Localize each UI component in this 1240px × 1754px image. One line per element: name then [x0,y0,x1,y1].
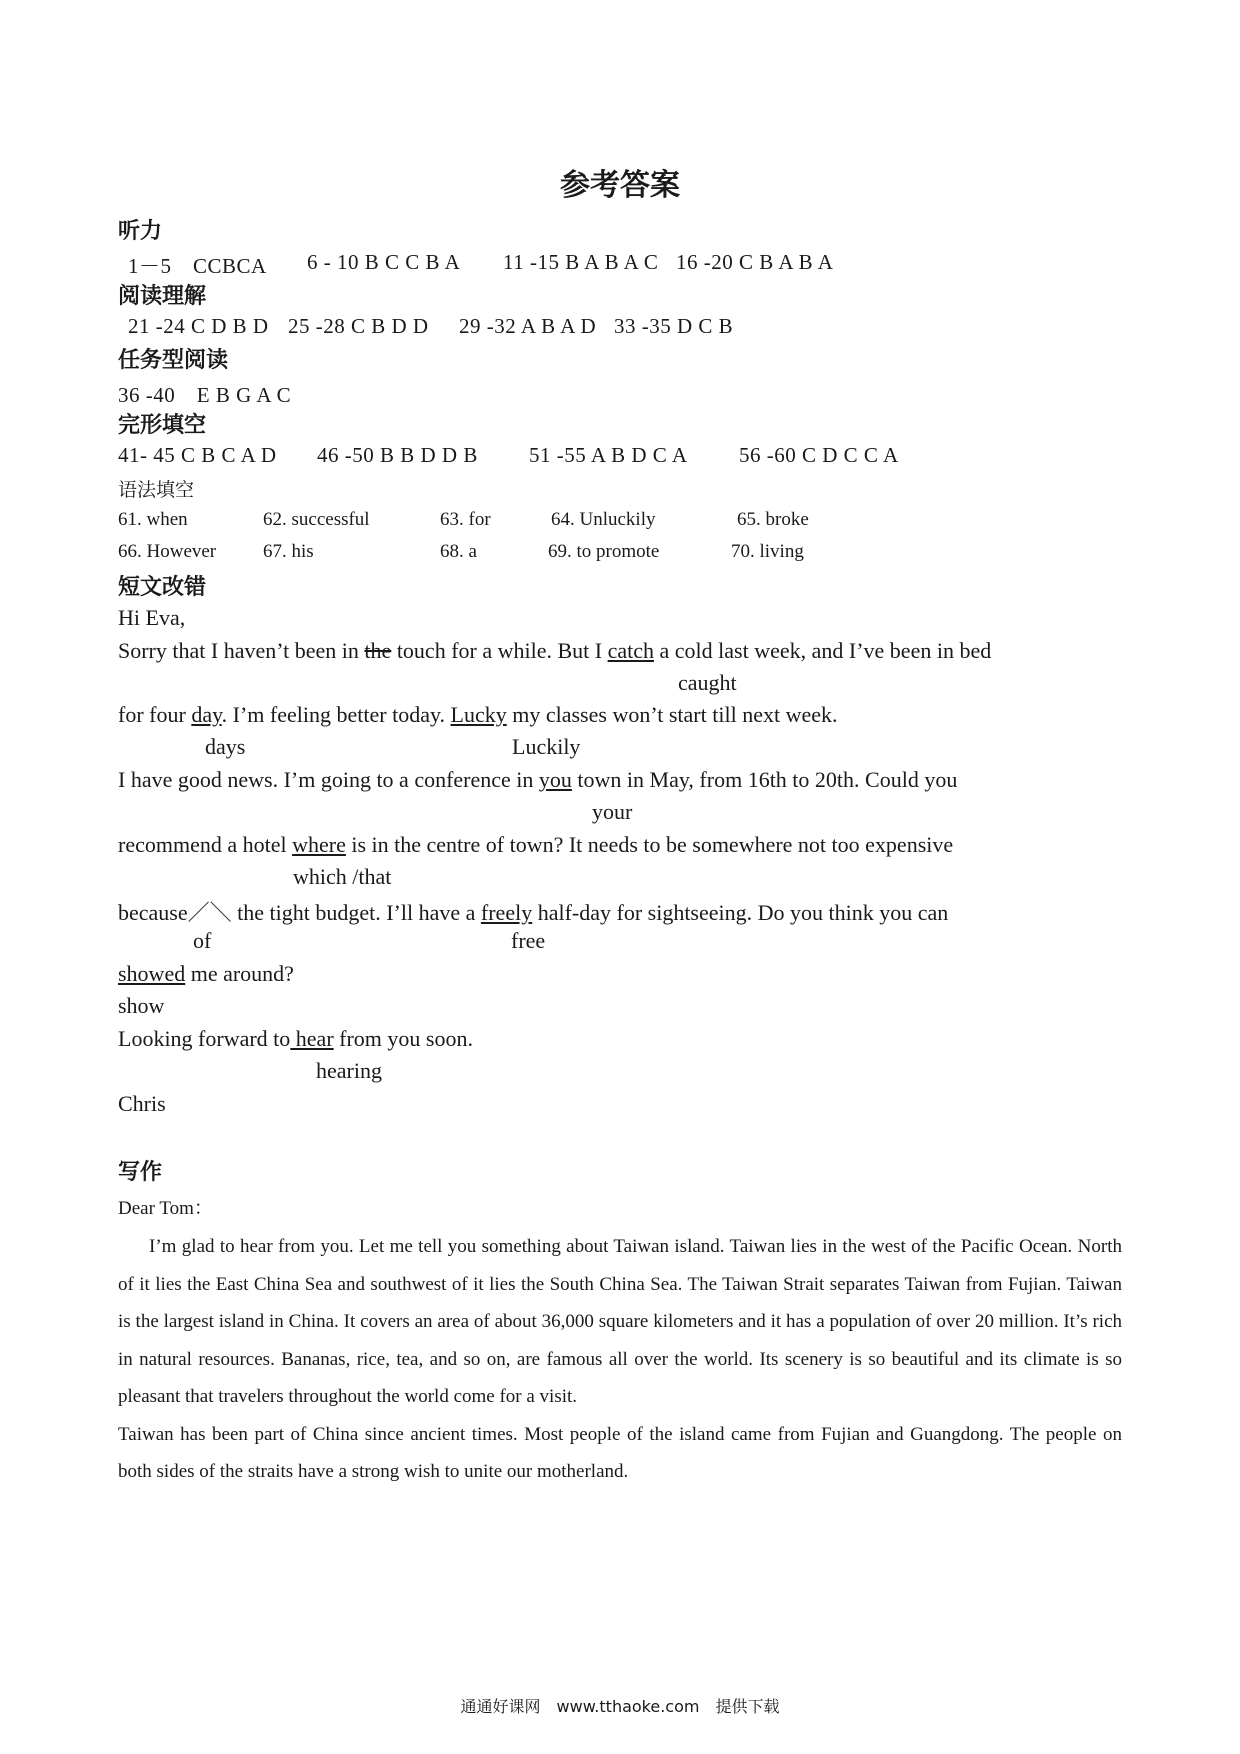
error-word: catch [607,638,655,663]
task-reading-heading: 任务型阅读 [118,348,229,373]
cloze-heading: 完形填空 [118,413,207,438]
error-word: freely [480,900,533,925]
writing-heading: 写作 [118,1160,163,1185]
error-word: day [191,702,222,727]
correction-fix: days [205,734,246,759]
writing-paragraph-1: I’m glad to hear from you. Let me tell you something about Taiwan island. Taiwan lies in the west of the Pacific Ocean. North of it lies the East China Sea and southwest of it lies the South China Sea. The Taiwan Strait separates Taiwan from Fujian. Taiwan is the largest island in China. It covers an area of about 36,000 square kilometers and it has a population of over 20 million. It’s rich in natural resources. Bananas, rice, tea, and so on, are famous all over the world. Its scenery is so beautiful and its climate is so pleasant that travelers throughout the world come for a visit. [118,1236,1122,1407]
error-word: you [538,767,572,792]
correction-line-4: recommend a hotel where is in the centre of town? It needs to be somewhere not too expensive [118,832,954,857]
grammar-answer-67: 67. his [263,541,314,562]
grammar-heading: 语法填空 [118,479,195,501]
error-word: Lucky [450,702,507,727]
correction-fix: hearing [316,1058,382,1083]
reading-answers-4: 33 -35 D C B [614,314,734,338]
grammar-answer-62: 62. successful [263,509,370,530]
correction-line-6: showed me around? [118,961,294,986]
cloze-answers-4: 56 -60 C D C C A [739,443,899,467]
listening-answers-4: 16 -20 C B A B A [676,250,834,274]
correction-fix: of [193,928,212,953]
deleted-word: the [364,638,392,663]
cloze-answers-3: 51 -55 A B D C A [529,443,688,467]
error-word: showed [118,961,186,986]
listening-answers-2: 6 - 10 B C C B A [307,250,461,274]
correction-line-7: Looking forward to hear from you soon. [118,1026,473,1051]
correction-fix: Luckily [512,734,581,759]
grammar-answer-63: 63. for [440,509,491,530]
correction-line-1: Sorry that I haven’t been in the touch for a while. But I catch a cold last week, and I’ve been in bed [118,638,992,663]
error-word: where [292,832,346,857]
grammar-answer-64: 64. Unluckily [551,509,656,530]
correction-heading: 短文改错 [118,575,207,600]
letter-signature: Chris [118,1091,166,1116]
listening-answers-1: 1－5 CCBCA [128,254,267,278]
correction-fix: show [118,993,165,1018]
correction-line-2: for four day. I’m feeling better today. Lucky my classes won’t start till next week. [118,702,838,727]
error-word: hear [290,1026,334,1051]
reading-heading: 阅读理解 [118,284,207,309]
task-reading-answers: 36 -40 E B G A C [118,383,292,407]
grammar-answer-65: 65. broke [737,509,809,530]
grammar-answer-68: 68. a [440,541,477,562]
reading-answers-1: 21 -24 C D B D [128,314,269,338]
grammar-answer-69: 69. to promote [548,541,660,562]
insert-mark: ／＼ [187,900,232,925]
grammar-answer-61: 61. when [118,509,188,530]
reading-answers-2: 25 -28 C B D D [288,314,429,338]
correction-fix: caught [678,670,737,695]
grammar-answer-66: 66. However [118,541,217,562]
writing-paragraph-2: Taiwan has been part of China since ancient times. Most people of the island came from Fujian and Guangdong. The people on both sides of the straits have a strong wish to unite our motherland. [118,1423,1122,1482]
letter-greeting: Hi Eva, [118,605,186,630]
cloze-answers-2: 46 -50 B B D D B [317,443,478,467]
reading-answers-3: 29 -32 A B A D [459,314,597,338]
writing-body [118,1228,1122,1491]
correction-fix: your [592,799,633,824]
cloze-answers-1: 41- 45 C B C A D [118,443,277,467]
correction-fix: free [511,928,546,953]
correction-line-5: because／＼ the tight budget. I’ll have a freely half-day for sightseeing. Do you think you can [118,900,949,925]
page-title: 参考答案 [560,168,680,203]
page-footer: 通通好课网 www.tthaoke.com 提供下载 [460,1697,780,1716]
correction-fix: which /that [293,864,392,889]
listening-answers-3: 11 -15 B A B A C [503,250,659,274]
correction-line-3: I have good news. I’m going to a conference in you town in May, from 16th to 20th. Could you [118,767,958,792]
listening-heading: 听力 [118,219,163,244]
grammar-answer-70: 70. living [731,541,804,562]
writing-salutation: Dear Tom： [118,1198,213,1219]
